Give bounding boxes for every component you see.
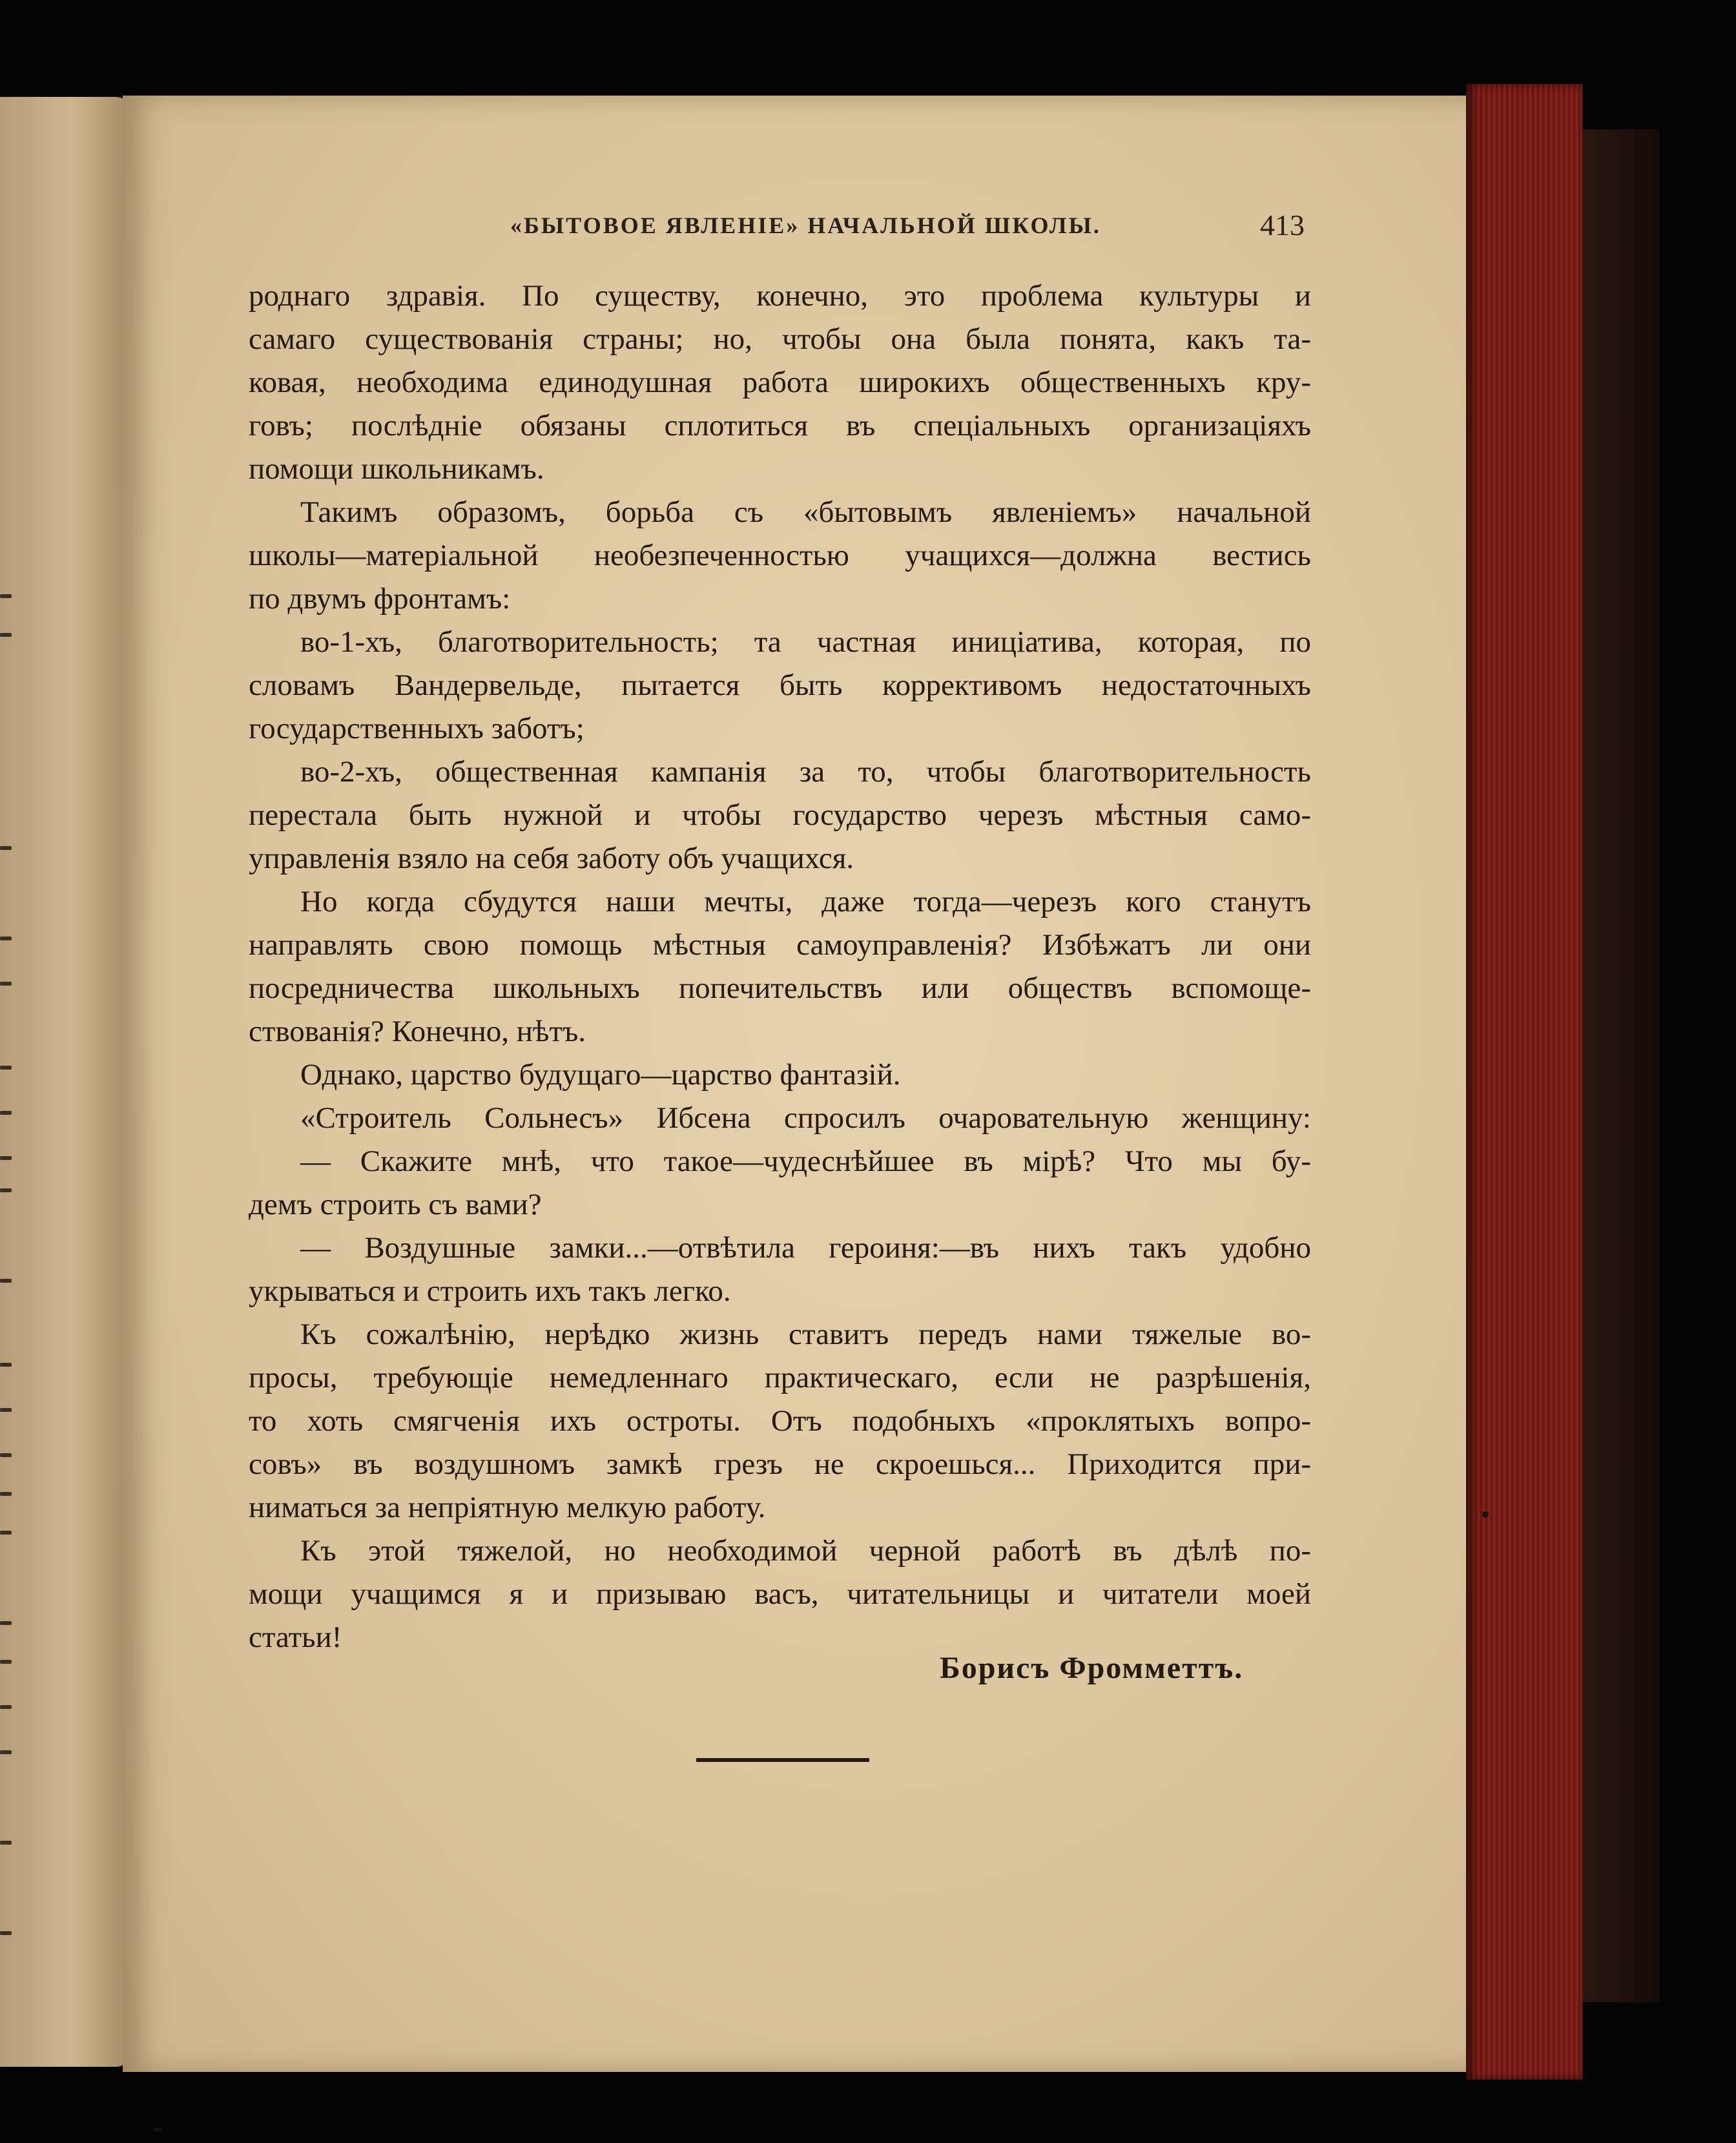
body-line: Однако, царство будущаго—царство фантазій.: [300, 1058, 901, 1092]
body-line: то хоть смягченія ихъ остроты. Отъ подобныхъ «проклятыхъ вопро-: [249, 1404, 1311, 1438]
body-text: [249, 274, 1311, 1659]
body-line: совъ» въ воздушномъ замкѣ грезъ не скроешься... Приходится при-: [249, 1447, 1311, 1481]
body-line: перестала быть нужной и чтобы государство черезъ мѣстныя само-: [249, 798, 1311, 832]
body-line: направлять свою помощь мѣстныя самоуправленія? Избѣжатъ ли они: [249, 928, 1311, 962]
body-line: Къ сожалѣнію, нерѣдко жизнь ставитъ передъ нами тяжелые во-: [300, 1318, 1311, 1351]
body-line: ковая, необходима единодушная работа широкихъ общественныхъ кру-: [249, 366, 1311, 399]
body-line: словамъ Вандервельде, пытается быть коррективомъ недостаточныхъ: [249, 668, 1311, 702]
body-line: управленія взяло на себя заботу объ учащихся.: [249, 842, 854, 875]
book-cover-edge: [1582, 129, 1660, 2002]
running-head: [510, 209, 1324, 244]
author-signature: Борисъ Фромметтъ.: [940, 1651, 1244, 1685]
body-line: государственныхъ заботъ;: [249, 712, 584, 745]
body-line: помощи школьникамъ.: [249, 452, 544, 486]
body-line: говъ; послѣдніе обязаны сплотиться въ спеціальныхъ организаціяхъ: [249, 409, 1311, 442]
body-line: — Скажите мнѣ, что такое—чудеснѣйшее въ мірѣ? Что мы бу-: [300, 1144, 1311, 1178]
body-line: мощи учащимся я и призываю васъ, читательницы и читатели моей: [249, 1577, 1311, 1611]
scan-mark: [154, 2127, 163, 2131]
body-line: ниматься за непріятную мелкую работу.: [249, 1491, 766, 1524]
page-number: 413: [1260, 209, 1305, 242]
page-mark-dot: [1482, 1511, 1489, 1518]
body-line: демъ строить съ вами?: [249, 1188, 542, 1221]
body-line: — Воздушные замки...—отвѣтила героиня:—въ нихъ такъ удобно: [300, 1231, 1311, 1265]
body-line: укрываться и строить ихъ такъ легко.: [249, 1274, 731, 1308]
body-line: ствованія? Конечно, нѣтъ.: [249, 1015, 586, 1048]
body-line: посредничества школьныхъ попечительствъ или обществъ вспомоще-: [249, 971, 1311, 1005]
body-line: статьи!: [249, 1620, 342, 1654]
body-line: самаго существованія страны; но, чтобы она была понята, какъ та-: [249, 322, 1311, 356]
facing-left-page: [0, 97, 129, 2067]
body-line: во-2-хъ, общественная кампанія за то, чтобы благотворительность: [300, 755, 1311, 789]
book-spine: [1466, 84, 1582, 2080]
body-line: просы, требующіе немедленнаго практическаго, если не разрѣшенія,: [249, 1361, 1311, 1394]
body-line: «Строитель Сольнесъ» Ибсена спросилъ очаровательную женщину:: [300, 1101, 1311, 1135]
body-line: Но когда сбудутся наши мечты, даже тогда—черезъ кого станутъ: [300, 885, 1311, 918]
end-rule: [696, 1758, 869, 1762]
body-line: Къ этой тяжелой, но необходимой черной работѣ въ дѣлѣ по-: [300, 1534, 1311, 1568]
body-line: во-1-хъ, благотворительность; та частная иниціатива, которая, по: [300, 625, 1311, 659]
body-line: по двумъ фронтамъ:: [249, 582, 511, 616]
running-title: «БЫТОВОЕ ЯВЛЕНІЕ» НАЧАЛЬНОЙ ШКОЛЫ.: [510, 212, 1101, 238]
body-line: школы—матеріальной необезпеченностью учащихся—должна вестись: [249, 539, 1311, 572]
body-line: роднаго здравія. По существу, конечно, это проблема культуры и: [249, 279, 1311, 313]
body-line: Такимъ образомъ, борьба съ «бытовымъ явленіемъ» начальной: [300, 495, 1311, 529]
left-page-edge-glyphs: [0, 97, 19, 2067]
